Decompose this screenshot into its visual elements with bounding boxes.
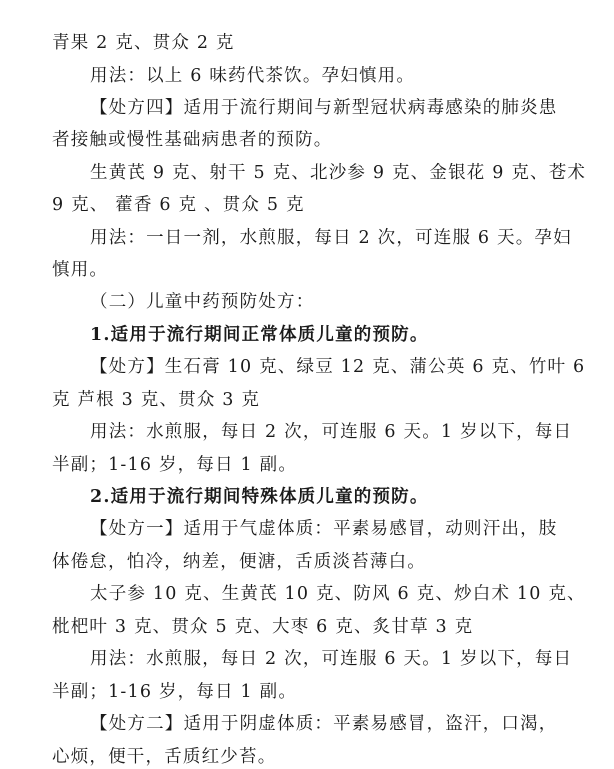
text-line: 用法：以上 6 味药代茶饮。孕妇慎用。 [90,66,416,86]
text-line: 【处方一】适用于气虚体质：平素易感冒，动则汗出，肢 [90,519,558,539]
text-line: 体倦怠，怕冷，纳差，便溏，舌质淡苔薄白。 [52,552,426,572]
subsection-heading: 2.适用于流行期间特殊体质儿童的预防。 [90,487,429,507]
text-line: 用法：水煎服，每日 2 次，可连服 6 天。1 岁以下，每日 [90,422,573,442]
text-line: 慎用。 [52,260,109,280]
text-line: 9 克、 藿香 6 克 、贯众 5 克 [52,195,305,215]
text-line: 生黄芪 9 克、射干 5 克、北沙参 9 克、金银花 9 克、苍术 [90,163,587,183]
subsection-heading: 1.适用于流行期间正常体质儿童的预防。 [90,325,429,345]
text-line: 克 芦根 3 克、贯众 3 克 [52,390,261,410]
text-line: 用法：水煎服，每日 2 次，可连服 6 天。1 岁以下，每日 [90,649,573,669]
text-line: 青果 2 克、贯众 2 克 [52,33,235,53]
text-line: 太子参 10 克、生黄芪 10 克、防风 6 克、炒白术 10 克、 [90,584,586,604]
text-line: 【处方】生石膏 10 克、绿豆 12 克、蒲公英 6 克、竹叶 6 [90,357,586,377]
text-line: 【处方二】适用于阴虚体质：平素易感冒，盗汗，口渴， [90,714,558,734]
text-line: 心烦，便干，舌质红少苔。 [52,747,277,767]
text-line: 半副；1-16 岁，每日 1 副。 [52,455,298,475]
text-line: 者接触或慢性基础病患者的预防。 [52,130,333,150]
text-line: 枇杷叶 3 克、贯众 5 克、大枣 6 克、炙甘草 3 克 [52,617,474,637]
text-line: 【处方四】适用于流行期间与新型冠状病毒感染的肺炎患 [90,98,558,118]
text-line: 半副；1-16 岁，每日 1 副。 [52,682,298,702]
section-heading: （二）儿童中药预防处方： [90,292,315,312]
text-line: 用法：一日一剂，水煎服，每日 2 次，可连服 6 天。孕妇 [90,228,572,248]
